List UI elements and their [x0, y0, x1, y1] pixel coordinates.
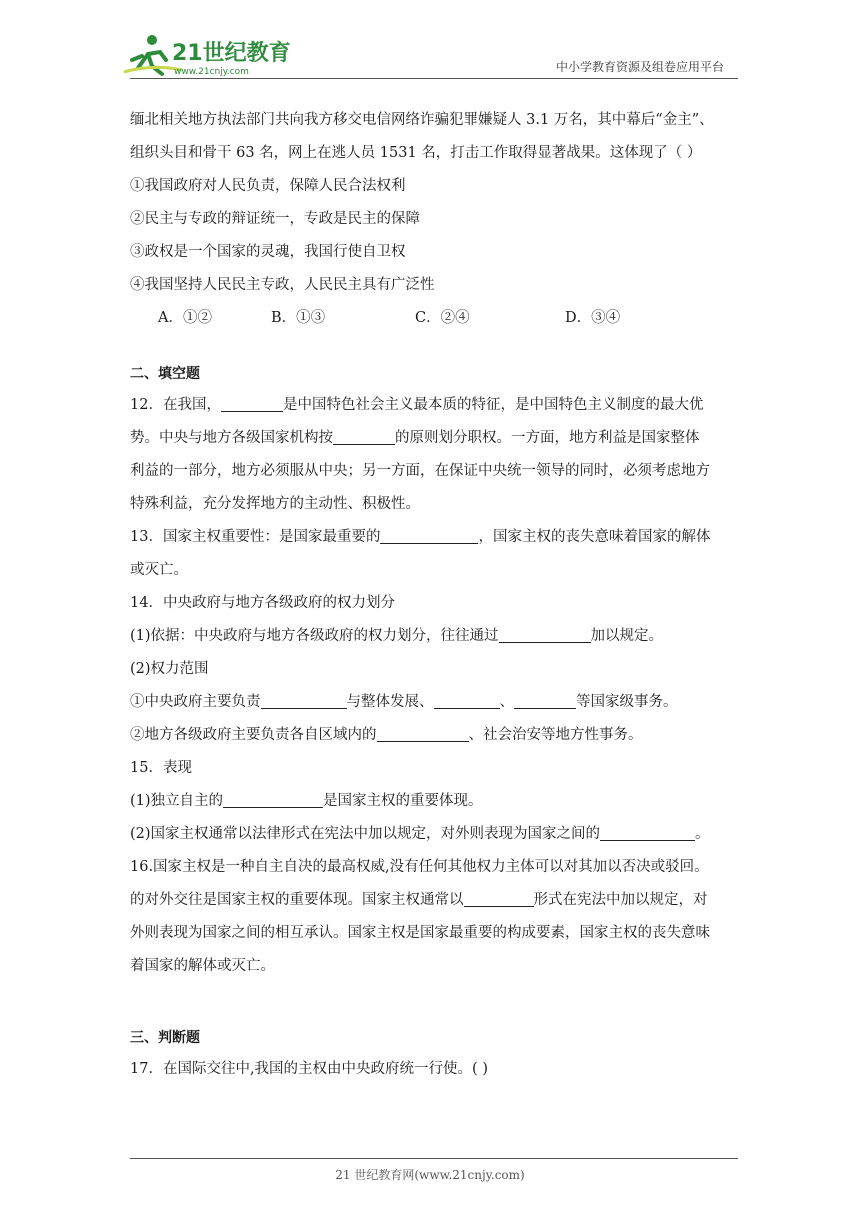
- q14-part-1: (1)依据：中央政府与地方各级政府的权力划分，往往通过 加以规定。: [130, 620, 734, 653]
- answer-blank[interactable]: [261, 690, 347, 709]
- q11-item-2: ②民主与专政的辩证统一，专政是民主的保障: [130, 211, 420, 227]
- q14-title: 14．中央政府与地方各级政府的权力划分: [130, 595, 395, 611]
- answer-blank[interactable]: [434, 690, 500, 709]
- site-logo[interactable]: [122, 30, 292, 82]
- answer-blank[interactable]: [221, 393, 283, 412]
- answer-blank[interactable]: [464, 888, 534, 907]
- q11-item-3: ③政权是一个国家的灵魂，我国行使自卫权: [130, 244, 406, 260]
- footer-link[interactable]: 21 世纪教育网(www.21cnjy.com): [335, 1168, 525, 1182]
- answer-blank[interactable]: [499, 624, 591, 643]
- q16-line-2: 的对外交往是国家主权的重要体现。国家主权通常以 形式在宪法中加以规定，对: [130, 884, 734, 917]
- q14-part-4: ②地方各级政府主要负责各自区域内的 、社会治安等地方性事务。: [130, 719, 734, 752]
- answer-blank[interactable]: [600, 822, 695, 841]
- q16-line-3: 外则表现为国家之间的相互承认。国家主权是国家最重要的构成要素，国家主权的丧失意味: [130, 925, 710, 941]
- logo-url: www.21cnjy.com: [174, 67, 249, 77]
- q11-item-1: ①我国政府对人民负责，保障人民合法权利: [130, 178, 406, 194]
- section-title-true-false: 三、判断题: [130, 1030, 200, 1046]
- q13-line-1: 13．国家主权重要性：是国家最重要的 ，国家主权的丧失意味着国家的解体: [130, 521, 734, 554]
- document-body: [130, 104, 734, 1086]
- q12-line-1: 12．在我国， 是中国特色社会主义最本质的特征，是中国特色主义制度的最大优: [130, 389, 734, 422]
- answer-blank[interactable]: [223, 789, 323, 808]
- option-d[interactable]: D．③④: [565, 310, 621, 326]
- footer-divider: [130, 1158, 738, 1159]
- site-name: 中小学教育资源及组卷应用平台: [555, 60, 724, 74]
- q13-line-2: 或灭亡。: [130, 562, 188, 578]
- q11-line-2: 组织头目和骨干 63 名，网上在逃人员 1531 名，打击工作取得显著战果。这体现了（ ）: [130, 145, 702, 161]
- option-c[interactable]: C．②④: [415, 310, 470, 326]
- q11-item-4: ④我国坚持人民民主专政，人民民主具有广泛性: [130, 277, 435, 293]
- q11-options: [130, 302, 734, 335]
- answer-blank[interactable]: [514, 690, 576, 709]
- q15-part-2: (2)国家主权通常以法律形式在宪法中加以规定，对外则表现为国家之间的 。: [130, 818, 734, 851]
- option-a[interactable]: A．①②: [158, 310, 212, 326]
- q12-line-2: 势。中央与地方各级国家机构按 的原则划分职权。一方面，地方利益是国家整体: [130, 422, 734, 455]
- section-title-fill-blank: 二、填空题: [130, 366, 200, 382]
- q14-part-2: (2)权力范围: [130, 661, 209, 677]
- page-header: [0, 0, 860, 84]
- q14-part-3: ①中央政府主要负责 与整体发展、 、 等国家级事务。: [130, 686, 734, 719]
- answer-blank[interactable]: [377, 723, 469, 742]
- q17-line: 17．在国际交往中,我国的主权由中央政府统一行使。( ): [130, 1061, 488, 1077]
- q16-line-4: 着国家的解体或灭亡。: [130, 958, 275, 974]
- q15-title: 15．表现: [130, 760, 192, 776]
- q16-line-1: 16.国家主权是一种自主自决的最高权威,没有任何其他权力主体可以对其加以否决或驳回。: [130, 859, 709, 875]
- q12-line-3: 利益的一部分，地方必须服从中央；另一方面，在保证中央统一领导的同时，必须考虑地方: [130, 463, 710, 479]
- header-divider: [130, 78, 738, 79]
- q11-line-1: 缅北相关地方执法部门共向我方移交电信网络诈骗犯罪嫌疑人 3.1 万名，其中幕后“金主”、: [130, 112, 714, 128]
- q12-line-4: 特殊利益，充分发挥地方的主动性、积极性。: [130, 496, 420, 512]
- answer-blank[interactable]: [333, 426, 395, 445]
- logo-text: 21世纪教育: [172, 41, 291, 66]
- runner-logo-icon: [122, 30, 292, 82]
- answer-blank[interactable]: [380, 525, 478, 544]
- option-b[interactable]: B．①③: [271, 310, 326, 326]
- q15-part-1: (1)独立自主的 是国家主权的重要体现。: [130, 785, 734, 818]
